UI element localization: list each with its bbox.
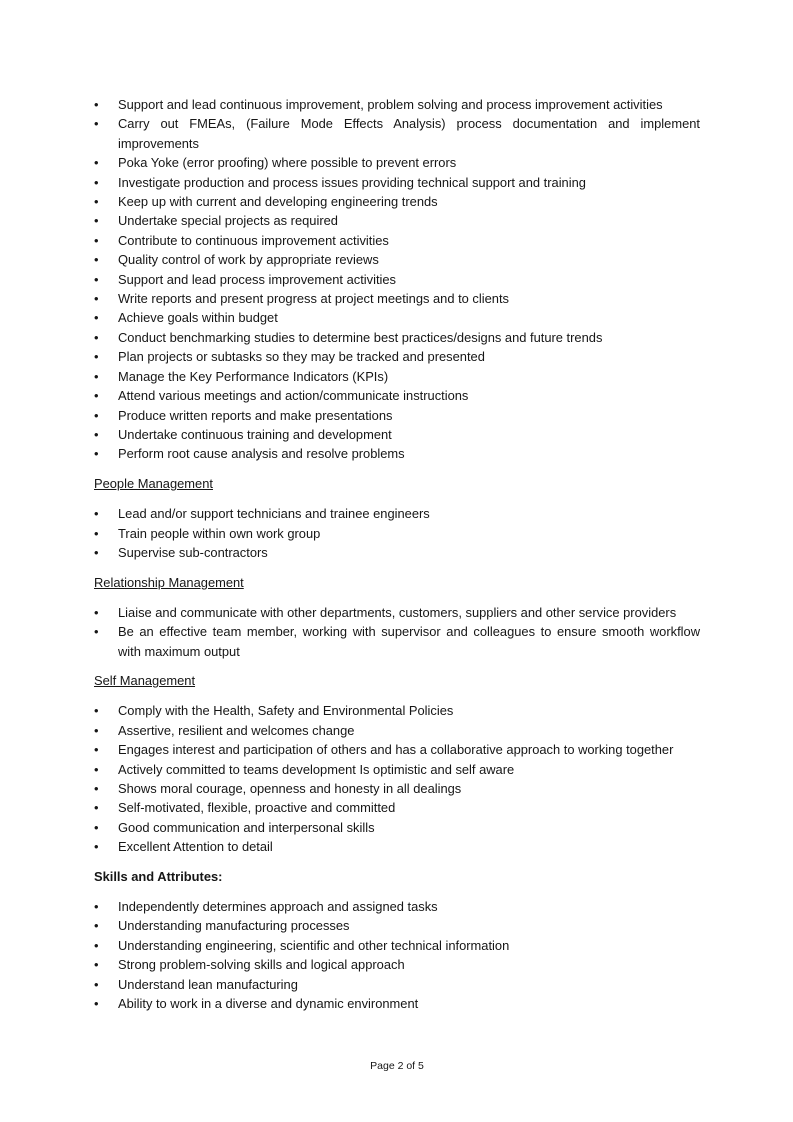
list-item-text: Strong problem-solving skills and logical approach [118,957,405,973]
bullet-icon: • [94,544,99,560]
bullet-icon: • [94,525,99,541]
list-item-text: Ability to work in a diverse and dynamic environment [118,996,419,1012]
bullet-icon: • [94,703,99,719]
bullet-icon: • [94,839,99,855]
list-item-text: Understanding engineering, scientific and other technical information [118,937,510,953]
bullet-icon: • [94,310,99,326]
list-item [94,760,700,779]
bullet-icon: • [94,937,99,953]
list-item [94,250,700,269]
list-item [94,231,700,250]
bullet-icon: • [94,194,99,210]
bullet-icon: • [94,329,99,345]
list-item [94,114,700,153]
list-item-text: Train people within own work group [118,525,321,541]
bullet-icon: • [94,446,99,462]
list-item-text: Understanding manufacturing processes [118,918,350,934]
section-heading-people-management: People Management [94,476,213,492]
list-item-text: Conduct benchmarking studies to determine best practices/designs and future trends [118,329,603,345]
skills-attributes-list [94,897,700,1013]
list-item [94,328,700,347]
list-item-text: Liaise and communicate with other departments, customers, suppliers and other service providers [118,604,677,620]
bullet-icon: • [94,957,99,973]
bullet-icon: • [94,174,99,190]
bullet-icon: • [94,781,99,796]
list-item [94,975,700,994]
list-item [94,289,700,308]
list-item-text: Poka Yoke (error proofing) where possible to prevent errors [118,155,457,171]
list-item-text: Contribute to continuous improvement activities [118,232,389,248]
list-item [94,701,700,720]
list-item [94,603,700,622]
list-item [94,367,700,386]
list-item-text: Undertake special projects as required [118,213,338,229]
list-item [94,916,700,935]
list-item-text: Understand lean manufacturing [118,976,298,992]
bullet-icon: • [94,918,99,934]
list-item-text: Support and lead process improvement activities [118,271,397,287]
list-item-text: Be an effective team member, working with supervisor and colleagues to ensure smooth workflow with maximum output [118,624,700,659]
list-item [94,721,700,740]
list-item-text: Perform root cause analysis and resolve problems [118,446,405,462]
bullet-icon: • [94,291,99,307]
list-item-text: Lead and/or support technicians and trainee engineers [118,506,430,522]
list-item [94,543,700,562]
bullet-icon: • [94,624,99,640]
list-item [94,386,700,405]
list-item [94,897,700,916]
section-heading-relationship-management: Relationship Management [94,574,244,590]
list-item [94,95,700,114]
list-item [94,444,700,463]
bullet-icon: • [94,819,99,835]
list-item [94,308,700,327]
list-item-text: Quality control of work by appropriate reviews [118,252,379,268]
list-item [94,406,700,425]
list-item [94,270,700,289]
page-number: Page 2 of 5 [370,1060,424,1072]
bullet-icon: • [94,407,99,423]
list-item-text: Comply with the Health, Safety and Environmental Policies [118,703,454,719]
list-item [94,740,700,759]
list-item [94,622,700,661]
bullet-icon: • [94,899,99,915]
responsibilities-list [94,95,700,464]
page-footer [94,1059,700,1073]
bullet-icon: • [94,761,99,777]
list-item-text: Independently determines approach and assigned tasks [118,899,438,915]
bullet-icon: • [94,742,99,758]
list-item-text: Actively committed to teams development Is optimistic and self aware [118,761,515,777]
list-item [94,936,700,955]
bullet-icon: • [94,426,99,442]
bullet-icon: • [94,97,99,112]
list-item-text: Support and lead continuous improvement, problem solving and process improvement activities [118,97,663,112]
bullet-icon: • [94,388,99,404]
list-item-text: Undertake continuous training and development [118,426,392,442]
list-item [94,524,700,543]
list-item-text: Assertive, resilient and welcomes change [118,722,355,738]
list-item-text: Plan projects or subtasks so they may be tracked and presented [118,349,485,365]
list-item [94,425,700,444]
list-item [94,837,700,856]
list-item-text: Self-motivated, flexible, proactive and committed [118,800,396,816]
list-item [94,347,700,366]
list-item-text: Attend various meetings and action/communicate instructions [118,388,469,404]
bullet-icon: • [94,252,99,268]
list-item [94,153,700,172]
bullet-icon: • [94,976,99,992]
bullet-icon: • [94,213,99,229]
bullet-icon: • [94,506,99,522]
document-content [94,95,700,1013]
list-item-text: Manage the Key Performance Indicators (KPIs) [118,368,389,384]
list-item-text: Achieve goals within budget [118,310,278,326]
list-item-text: Produce written reports and make presentations [118,407,393,423]
bullet-icon: • [94,368,99,384]
list-item-text: Supervise sub-contractors [118,544,268,560]
bullet-icon: • [94,232,99,248]
list-item [94,211,700,230]
bullet-icon: • [94,349,99,365]
bullet-icon: • [94,271,99,287]
list-item-text: Write reports and present progress at project meetings and to clients [118,291,509,307]
bullet-icon: • [94,116,99,132]
bullet-icon: • [94,996,99,1012]
people-management-list [94,504,700,562]
section-heading-self-management: Self Management [94,673,196,689]
list-item [94,798,700,817]
list-item-text: Keep up with current and developing engineering trends [118,194,438,210]
list-item-text: Engages interest and participation of others and has a collaborative approach to working together [118,742,674,758]
list-item-text: Carry out FMEAs, (Failure Mode Effects Analysis) process documentation and implement improvements [118,116,700,151]
list-item-text: Shows moral courage, openness and honesty in all dealings [118,781,462,796]
section-heading-skills-attributes: Skills and Attributes: [94,869,223,885]
list-item-text: Excellent Attention to detail [118,839,273,855]
list-item-text: Good communication and interpersonal skills [118,819,375,835]
list-item [94,504,700,523]
list-item [94,994,700,1013]
list-item-text: Investigate production and process issues providing technical support and training [118,174,586,190]
bullet-icon: • [94,800,99,816]
list-item [94,955,700,974]
list-item [94,779,700,798]
bullet-icon: • [94,722,99,738]
list-item [94,818,700,837]
list-item [94,192,700,211]
bullet-icon: • [94,155,99,171]
self-management-list [94,701,700,856]
list-item [94,173,700,192]
bullet-icon: • [94,604,99,620]
relationship-management-list [94,603,700,661]
